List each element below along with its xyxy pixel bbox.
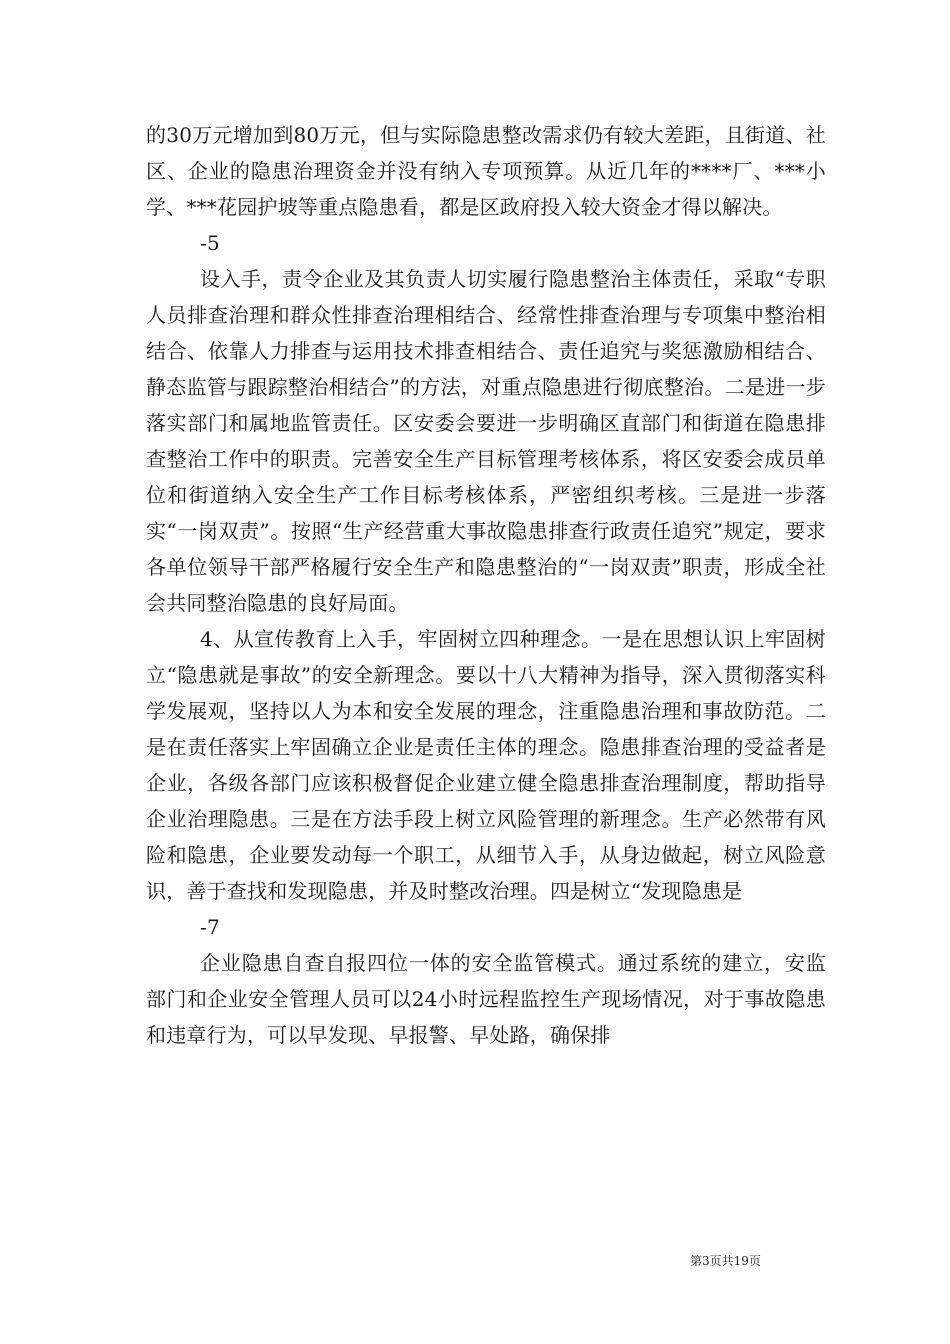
- page-number-footer: 第3页共19页: [690, 1254, 761, 1268]
- page-marker: -7: [200, 915, 220, 939]
- paragraph-education: 4、从宣传教育上入手，牢固树立四种理念。一是在思想认识上牢固树立“隐患就是事故”的安全新理念。要以十八大精神为指导，深入贯彻落实科学发展观，坚持以人为本和安全发展的理念，注重隐患治理和事故防范。二是在责任落实上牢固确立企业是责任主体的理念。隐患排查治理的受益者是企业，各级各部门应该积极督促企业建立健全隐患排查治理制度，帮助指导企业治理隐患。三是在方法手段上树立风险管理的新理念。生产必然带有风险和隐患，企业要发动每一个职工，从细节入手，从身边做起，树立风险意识，善于查找和发现隐患，并及时整改治理。四是树立“发现隐患是: [146, 627, 826, 903]
- paragraph-monitoring: 企业隐患自查自报四位一体的安全监管模式。通过系统的建立，安监部门和企业安全管理人员可以24小时远程监控生产现场情况，对于事故隐患和违章行为，可以早发现、早报警、早处路，确保排: [146, 951, 826, 1047]
- paragraph-continuation: 的30万元增加到80万元，但与实际隐患整改需求仍有较大差距，且街道、社区、企业的隐患治理资金并没有纳入专项预算。从近几年的****厂、***小学、***花园护坡等重点隐患看，都是区政府投入较大资金才得以解决。: [146, 123, 826, 219]
- paragraph-responsibility: 设入手，责令企业及其负责人切实履行隐患整治主体责任，采取“专职人员排查治理和群众性排查治理相结合、经常性排查治理与专项集中整治相结合、依靠人力排查与运用技术排查相结合、责任追究与奖惩激励相结合、静态监管与跟踪整治相结合”的方法，对重点隐患进行彻底整治。二是进一步落实部门和属地监管责任。区安委会要进一步明确区直部门和街道在隐患排查整治工作中的职责。完善安全生产目标管理考核体系，将区安委会成员单位和街道纳入安全生产工作目标考核体系，严密组织考核。三是进一步落实“一岗双责”。按照“生产经营重大事故隐患排查行政责任追究”规定，要求各单位领导干部严格履行安全生产和隐患整治的“一岗双责”职责，形成全社会共同整治隐患的良好局面。: [146, 267, 826, 615]
- document-body: [146, 117, 826, 1053]
- page-marker: -5: [200, 231, 220, 255]
